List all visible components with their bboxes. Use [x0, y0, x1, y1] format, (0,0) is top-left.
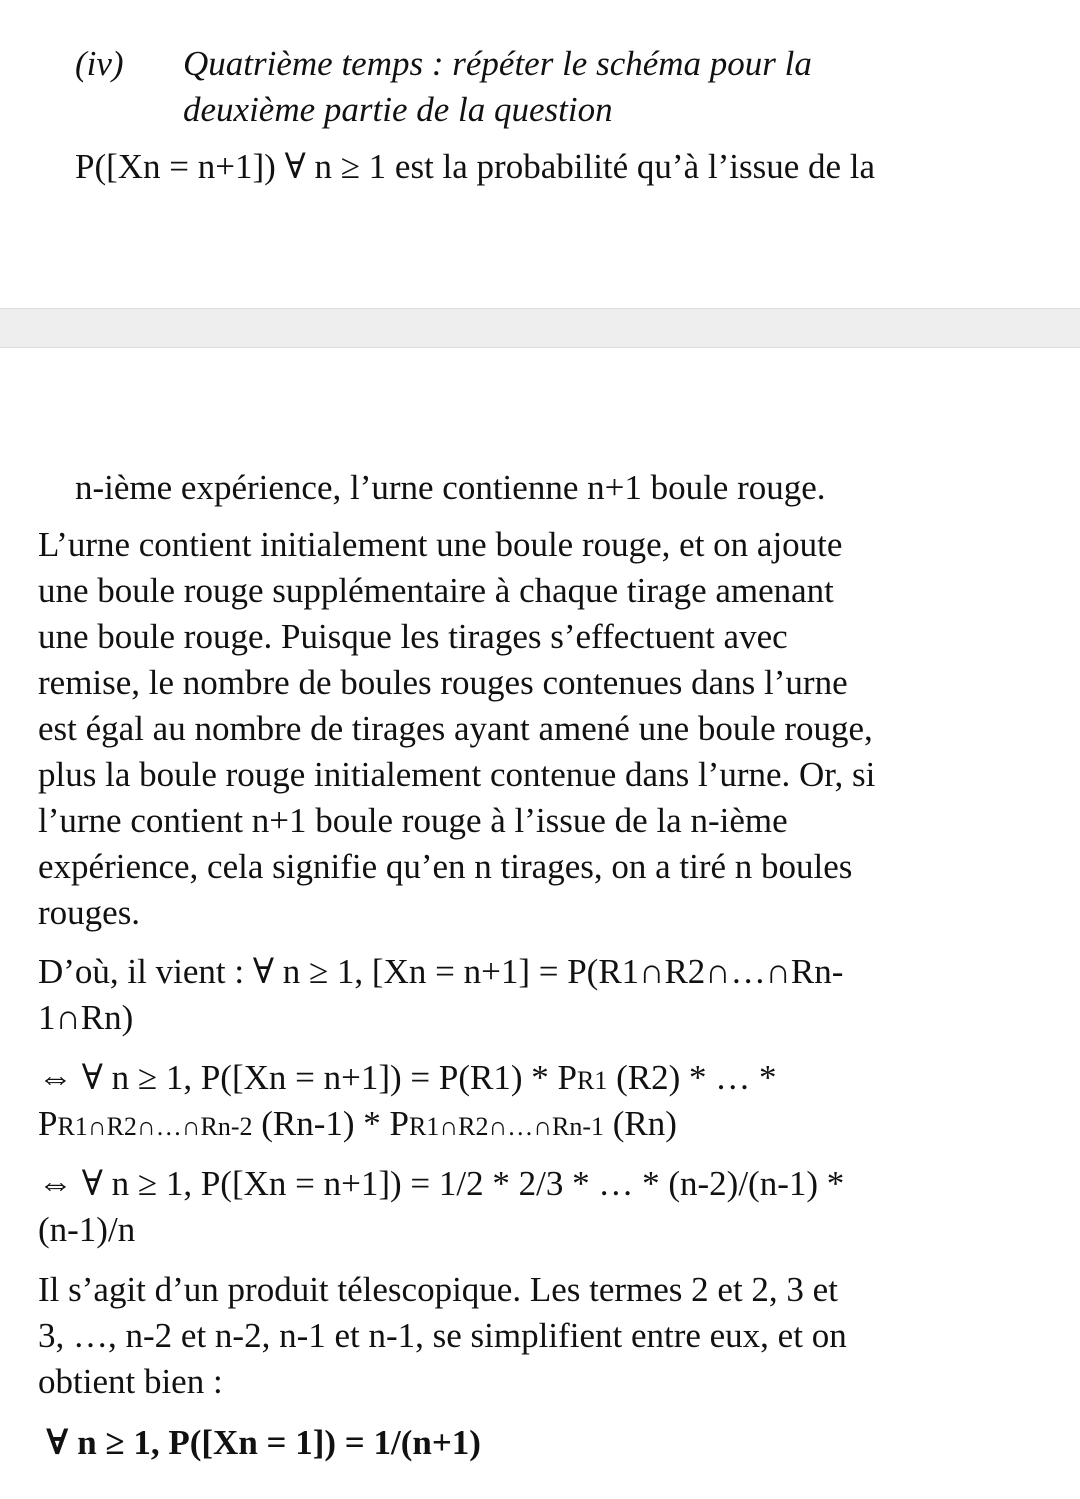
equation-2-text: ⇔ ∀ n ≥ 1, P([Xn = n+1]) = P(R1) * P	[38, 1058, 577, 1097]
equation-2-text-end: (R2) * … *	[607, 1058, 777, 1097]
section-number: (iv)	[75, 44, 124, 83]
paragraph-line: une boule rouge supplémentaire à chaque tirage amenant	[38, 571, 834, 610]
document-page-1	[0, 0, 1080, 308]
paragraph-line: expérience, cela signifie qu’en n tirages, on a tiré n boules	[38, 847, 853, 886]
equation-3-line-2: (n-1)/n	[38, 1210, 136, 1249]
equation-2-text: (Rn)	[604, 1104, 677, 1143]
equation-2-subscript: R1∩R2∩…∩Rn-2	[57, 1112, 253, 1141]
paragraph-line: rouges.	[38, 893, 141, 932]
conclusion-line: 3, …, n-2 et n-2, n-1 et n-1, se simplifient entre eux, et on	[38, 1316, 847, 1355]
equation-2-text: (Rn-1) * P	[252, 1104, 410, 1143]
equation-2-text: P	[38, 1104, 58, 1143]
section-title-line-1: Quatrième temps : répéter le schéma pour la	[183, 44, 812, 83]
section-title-line-2: deuxième partie de la question	[183, 90, 613, 129]
equation-1-line-2: 1∩Rn)	[38, 998, 134, 1037]
equation-3-line-1: ⇔ ∀ n ≥ 1, P([Xn = n+1]) = 1/2 * 2/3 * … * (n-2)/(n-1) *	[38, 1164, 845, 1203]
paragraph-line: est égal au nombre de tirages ayant amené une boule rouge,	[38, 709, 873, 748]
paragraph-line: plus la boule rouge initialement contenue dans l’urne. Or, si	[38, 755, 876, 794]
equation-2-line-1	[38, 1056, 777, 1103]
page-separator	[0, 308, 1080, 348]
conclusion-line: Il s’agit d’un produit télescopique. Les termes 2 et 2, 3 et	[38, 1270, 838, 1309]
intro-line: n-ième expérience, l’urne contienne n+1 boule rouge.	[75, 468, 826, 507]
equation-2-line-2	[38, 1102, 677, 1149]
equation-1-line-1: D’où, il vient : ∀ n ≥ 1, [Xn = n+1] = P(R1∩R2∩…∩Rn-	[38, 952, 844, 991]
conclusion-line: obtient bien :	[38, 1362, 223, 1401]
equation-2-subscript: R1∩R2∩…∩Rn-1	[409, 1112, 605, 1141]
document-page-2	[0, 348, 1080, 1499]
paragraph-line: L’urne contient initialement une boule rouge, et on ajoute	[38, 525, 843, 564]
paragraph-line: l’urne contient n+1 boule rouge à l’issue de la n-ième	[38, 801, 788, 840]
paragraph-line: remise, le nombre de boules rouges contenues dans l’urne	[38, 663, 848, 702]
page1-text-line: P([Xn = n+1]) ∀ n ≥ 1 est la probabilité qu’à l’issue de la	[75, 147, 876, 186]
paragraph-line: une boule rouge. Puisque les tirages s’effectuent avec	[38, 617, 788, 656]
equation-2-subscript: R1	[577, 1066, 608, 1095]
final-result: ∀ n ≥ 1, P([Xn = 1]) = 1/(n+1)	[46, 1423, 481, 1462]
